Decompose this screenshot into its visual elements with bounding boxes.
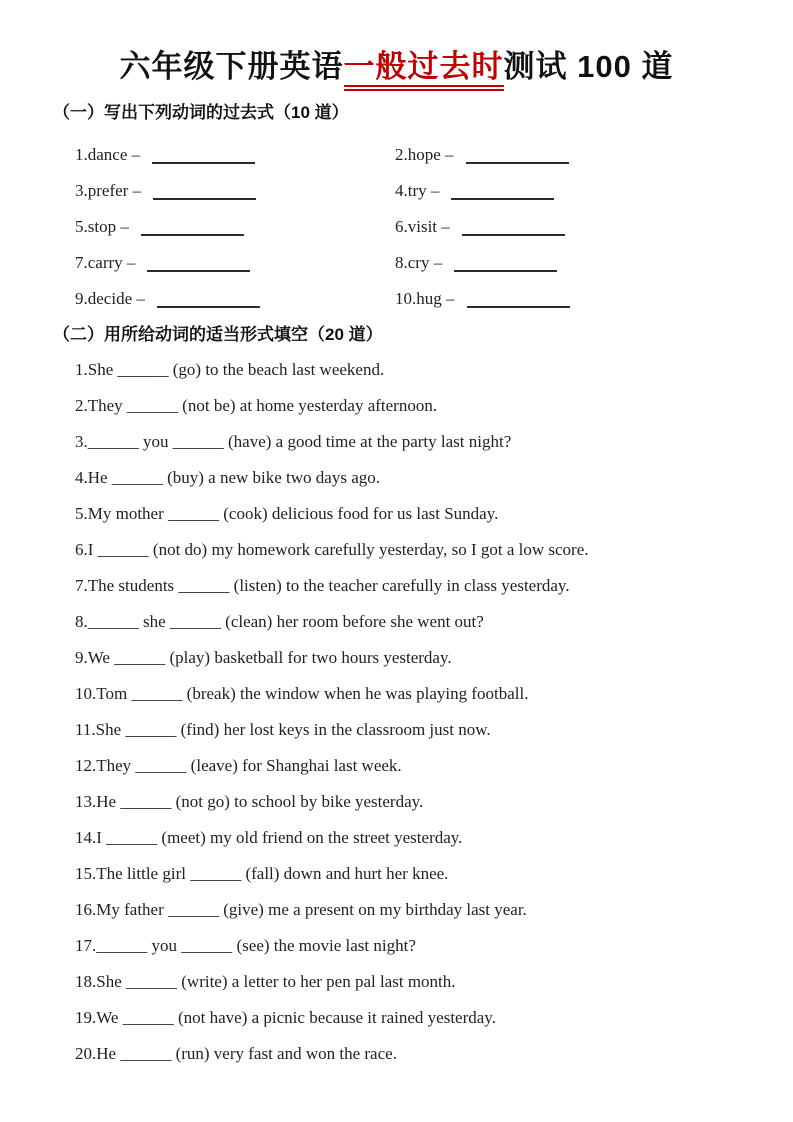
section2-heading: （二）用所给动词的适当形式填空（20 道） — [53, 325, 383, 344]
verb-list — [75, 132, 793, 312]
answer-blank — [152, 161, 255, 164]
fill-item: 10.Tom ______ (break) the window when he was playing football. — [75, 684, 529, 703]
verb-item — [75, 168, 395, 204]
fill-in-list — [75, 360, 793, 1063]
fill-item: 6.I ______ (not do) my homework carefully yesterday, so I got a low score. — [75, 540, 589, 559]
title-highlight: 一般过去时 — [344, 49, 504, 91]
verb-item — [75, 132, 395, 168]
verb-item — [395, 276, 715, 312]
verb-item — [395, 204, 715, 240]
fill-item: 9.We ______ (play) basketball for two hours yesterday. — [75, 648, 452, 667]
verb-item — [75, 276, 395, 312]
fill-item: 7.The students ______ (listen) to the teacher carefully in class yesterday. — [75, 576, 570, 595]
verb-label: 3.prefer – — [75, 181, 142, 200]
answer-blank — [467, 305, 570, 308]
fill-item: 2.They ______ (not be) at home yesterday afternoon. — [75, 396, 438, 415]
verb-item — [395, 168, 715, 204]
fill-item: 13.He ______ (not go) to school by bike yesterday. — [75, 792, 424, 811]
verb-label: 9.decide – — [75, 289, 145, 308]
answer-blank — [451, 197, 554, 200]
verb-label: 4.try – — [395, 181, 440, 200]
verb-label: 7.carry – — [75, 253, 136, 272]
title-part3: 测试 100 道 — [503, 49, 674, 84]
fill-item: 18.She ______ (write) a letter to her pen pal last month. — [75, 972, 456, 991]
verb-item — [395, 240, 715, 276]
fill-item: 1.She ______ (go) to the beach last weekend. — [75, 360, 385, 379]
verb-item — [75, 204, 395, 240]
fill-item: 16.My father ______ (give) me a present on my birthday last year. — [75, 900, 527, 919]
fill-item: 11.She ______ (find) her lost keys in the classroom just now. — [75, 720, 491, 739]
fill-item: 20.He ______ (run) very fast and won the race. — [75, 1044, 397, 1063]
answer-blank — [157, 305, 260, 308]
fill-item: 12.They ______ (leave) for Shanghai last week. — [75, 756, 402, 775]
verb-item — [75, 240, 395, 276]
answer-blank — [141, 233, 244, 236]
answer-blank — [153, 197, 256, 200]
fill-item: 4.He ______ (buy) a new bike two days ago. — [75, 468, 380, 487]
fill-item: 14.I ______ (meet) my old friend on the street yesterday. — [75, 828, 463, 847]
fill-item: 8.______ she ______ (clean) her room before she went out? — [75, 612, 484, 631]
verb-label: 1.dance – — [75, 145, 141, 164]
answer-blank — [454, 269, 557, 272]
verb-label: 5.stop – — [75, 217, 129, 236]
answer-blank — [147, 269, 250, 272]
answer-blank — [462, 233, 565, 236]
verb-label: 2.hope – — [395, 145, 454, 164]
verb-label: 6.visit – — [395, 217, 450, 236]
fill-item: 3.______ you ______ (have) a good time at the party last night? — [75, 432, 512, 451]
fill-item: 15.The little girl ______ (fall) down and hurt her knee. — [75, 864, 449, 883]
verb-item — [395, 132, 715, 168]
verb-label: 10.hug – — [395, 289, 455, 308]
fill-item: 5.My mother ______ (cook) delicious food for us last Sunday. — [75, 504, 499, 523]
answer-blank — [466, 161, 569, 164]
fill-item: 19.We ______ (not have) a picnic because it rained yesterday. — [75, 1008, 496, 1027]
worksheet-title — [0, 44, 793, 90]
section1-heading: （一）写出下列动词的过去式（10 道） — [53, 103, 349, 122]
fill-item: 17.______ you ______ (see) the movie last night? — [75, 936, 416, 955]
title-part1: 六年级下册英语 — [119, 49, 344, 84]
verb-label: 8.cry – — [395, 253, 443, 272]
